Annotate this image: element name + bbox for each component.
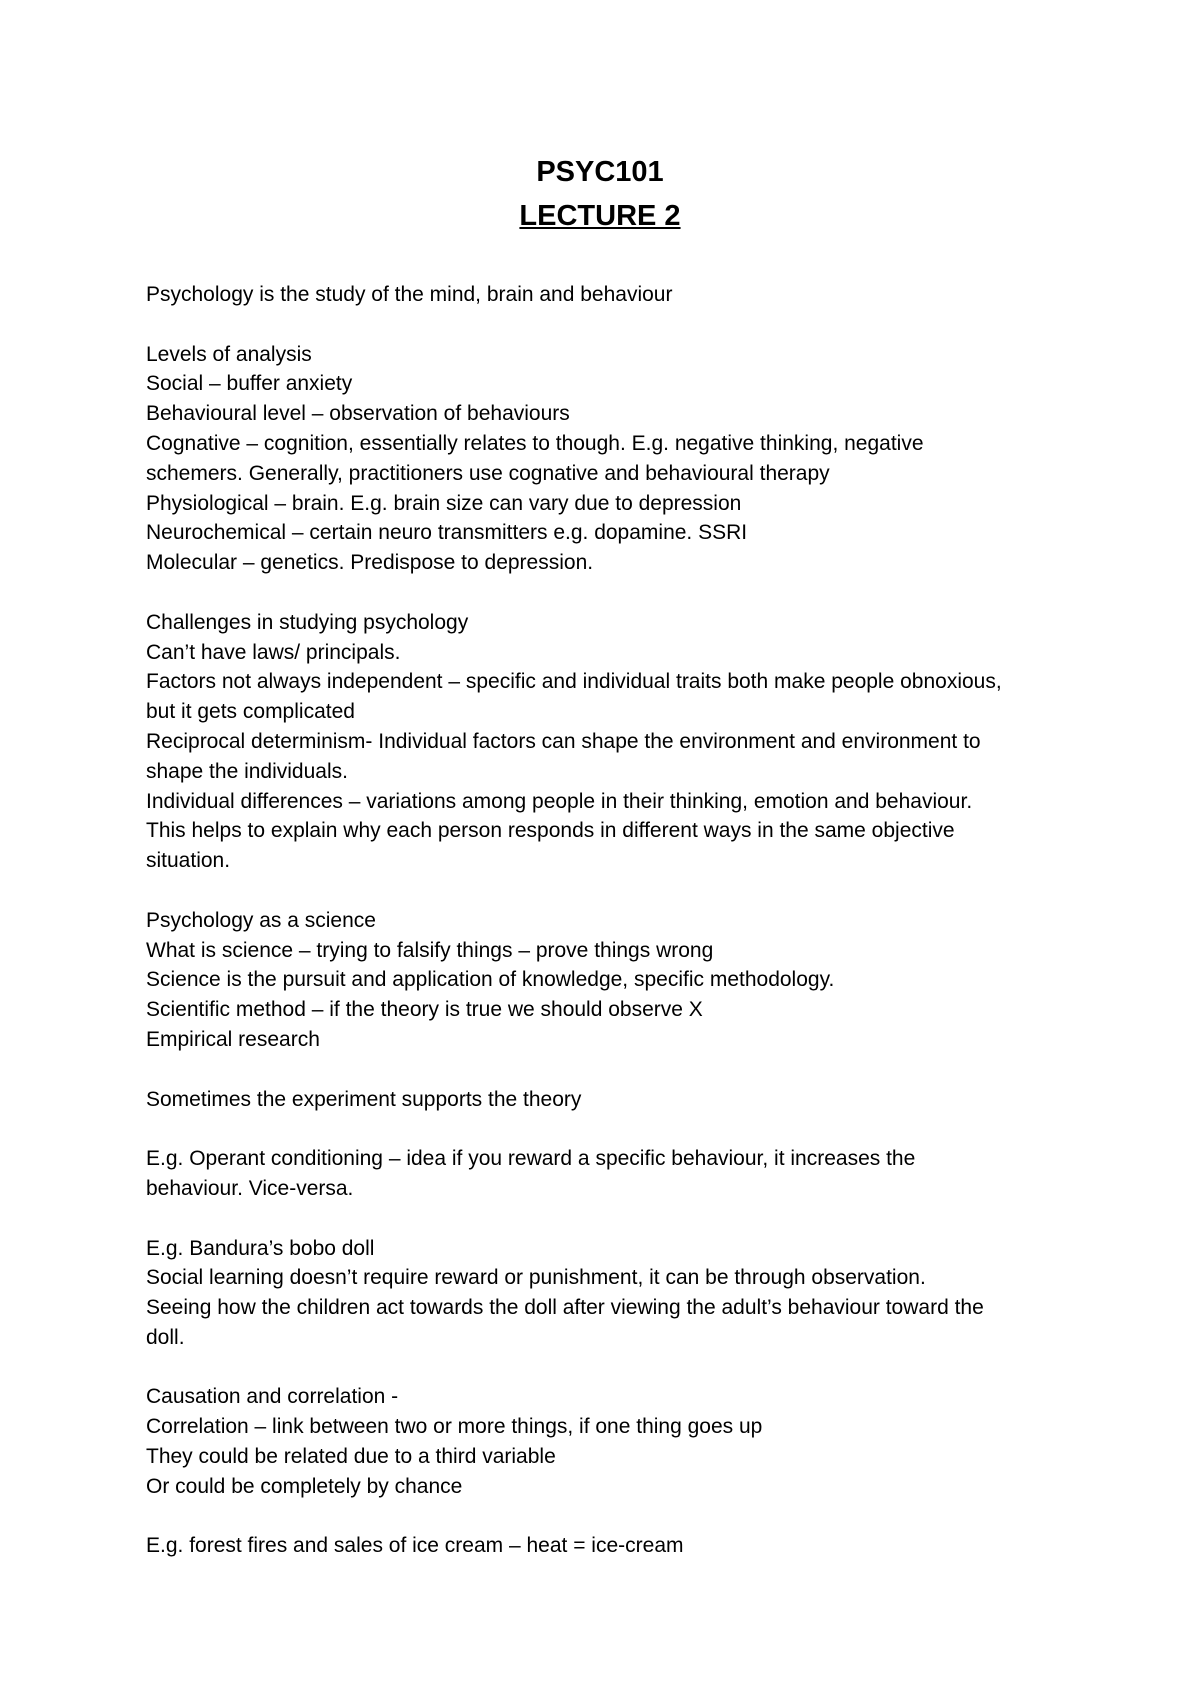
text-line: Levels of analysis bbox=[146, 342, 312, 366]
text-line: doll. bbox=[146, 1325, 185, 1349]
text-line: This helps to explain why each person responds in different ways in the same objective bbox=[146, 819, 955, 843]
document-body bbox=[146, 280, 1086, 1591]
text-line: Behavioural level – observation of behaviours bbox=[146, 402, 570, 426]
text-line: Correlation – link between two or more things, if one thing goes up bbox=[146, 1415, 763, 1439]
text-line: Molecular – genetics. Predispose to depression. bbox=[146, 551, 594, 575]
document-subtitle: LECTURE 2 bbox=[519, 200, 681, 232]
text-line: Sometimes the experiment supports the theory bbox=[146, 1087, 582, 1111]
paragraph bbox=[146, 608, 1086, 876]
title-block bbox=[0, 150, 1200, 238]
text-line: Scientific method – if the theory is true we should observe X bbox=[146, 998, 703, 1022]
text-line: Factors not always independent – specific and individual traits both make people obnoxious, bbox=[146, 670, 1002, 694]
text-line: Psychology as a science bbox=[146, 908, 376, 932]
text-line: Social – buffer anxiety bbox=[146, 372, 353, 396]
text-line: Or could be completely by chance bbox=[146, 1474, 463, 1498]
text-line: Reciprocal determinism- Individual factors can shape the environment and environment to bbox=[146, 729, 981, 753]
text-line: but it gets complicated bbox=[146, 700, 355, 724]
text-line: Individual differences – variations among people in their thinking, emotion and behaviour. bbox=[146, 789, 973, 813]
text-line: What is science – trying to falsify things – prove things wrong bbox=[146, 938, 714, 962]
text-line: Physiological – brain. E.g. brain size can vary due to depression bbox=[146, 491, 742, 515]
text-line: Can’t have laws/ principals. bbox=[146, 640, 401, 664]
document-title: PSYC101 bbox=[536, 156, 664, 188]
text-line: situation. bbox=[146, 849, 231, 873]
paragraph bbox=[146, 1531, 1086, 1561]
paragraph bbox=[146, 1144, 1086, 1204]
text-line: Social learning doesn’t require reward or punishment, it can be through observation. bbox=[146, 1266, 926, 1290]
text-line: behaviour. Vice-versa. bbox=[146, 1176, 354, 1200]
text-line: Neurochemical – certain neuro transmitters e.g. dopamine. SSRI bbox=[146, 521, 748, 545]
paragraph bbox=[146, 1085, 1086, 1115]
paragraph bbox=[146, 1234, 1086, 1353]
text-line: Causation and correlation - bbox=[146, 1385, 399, 1409]
paragraph bbox=[146, 906, 1086, 1055]
text-line: shape the individuals. bbox=[146, 759, 348, 783]
text-line: Cognative – cognition, essentially relates to though. E.g. negative thinking, negative bbox=[146, 431, 924, 455]
text-line: Challenges in studying psychology bbox=[146, 610, 469, 634]
text-line: Science is the pursuit and application of knowledge, specific methodology. bbox=[146, 968, 835, 992]
paragraph bbox=[146, 340, 1086, 578]
text-line: They could be related due to a third variable bbox=[146, 1445, 556, 1469]
text-line: schemers. Generally, practitioners use cognative and behavioural therapy bbox=[146, 461, 830, 485]
text-line: E.g. forest fires and sales of ice cream – heat = ice-cream bbox=[146, 1534, 684, 1558]
text-line: Empirical research bbox=[146, 1027, 320, 1051]
paragraph bbox=[146, 1382, 1086, 1501]
text-line: Seeing how the children act towards the doll after viewing the adult’s behaviour toward the bbox=[146, 1296, 984, 1320]
text-line: Psychology is the study of the mind, brain and behaviour bbox=[146, 283, 673, 306]
text-line: E.g. Bandura’s bobo doll bbox=[146, 1236, 375, 1260]
paragraph bbox=[146, 280, 1086, 310]
text-line: E.g. Operant conditioning – idea if you reward a specific behaviour, it increases the bbox=[146, 1147, 916, 1171]
